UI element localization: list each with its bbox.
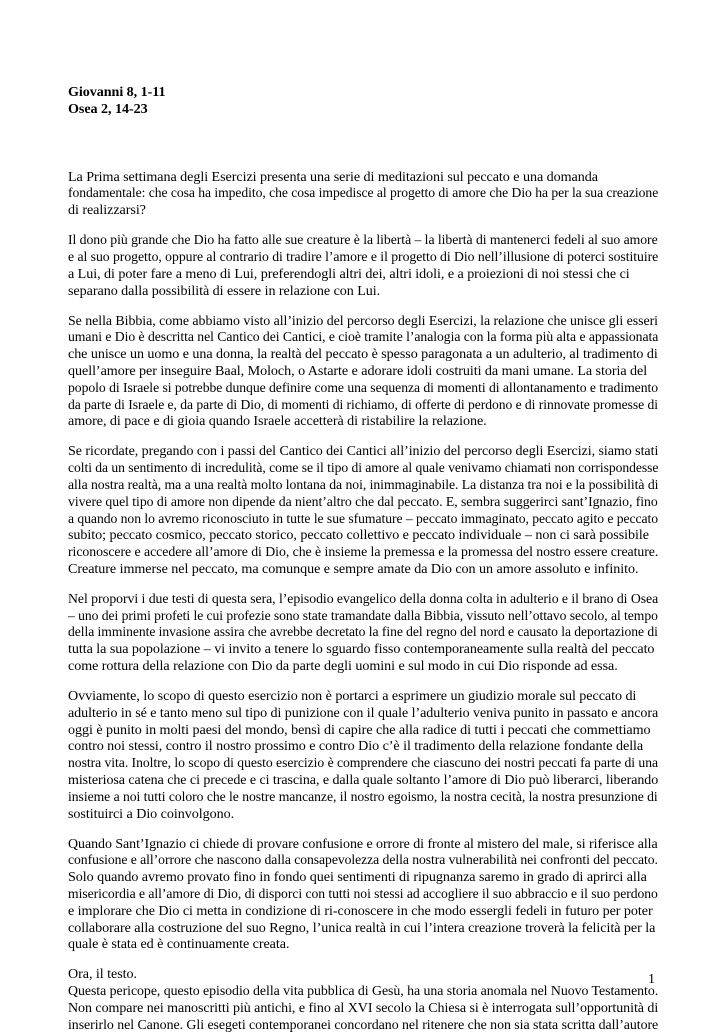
paragraph-line: Non compare nei manoscritti più antichi, e fino al XVI secolo la Chiesa si è interrogata sull’opportunità di [68,999,659,1016]
paragraph-7 [68,836,658,954]
paragraph-line: nostra vita. Inoltre, lo scopo di questo esercizio è comprendere che ciascuno dei nostri peccati fa parte di una [68,755,659,772]
heading-gospel-reference: Giovanni 8, 1-11 [68,84,166,100]
paragraph-line: La Prima settimana degli Esercizi presenta una serie di meditazioni sul peccato e una domanda [68,168,598,185]
paragraph-line: misericordia e all’amore di Dio, di disporci con tutti noi stessi ad accogliere il suo abbraccio e il suo perdono [68,886,658,902]
paragraph-line: vivere quel tipo di amore non dipende da nient’altro che dal peccato. E, sembra suggerirci sant’Ignazio, fino [68,493,658,510]
paragraph-line: misteriosa catena che ci precede e ci trascina, e dalla quale soltanto l’amore di Dio può liberarci, liberando [68,772,659,789]
paragraph-line: della imminente invasione assira che avrebbe decretato la fine del regno del nord e causato la deportazione di [68,624,658,641]
paragraph-line: Se nella Bibbia, come abbiamo visto all’inizio del percorso degli Esercizi, la relazione che unisce gli esseri [68,312,658,329]
heading-block [68,84,658,118]
paragraph-line: a quando non lo avremo riconosciuto in tutte le sue sfumature – peccato immaginato, peccato agito e peccato [68,510,659,527]
paragraph-line: oggi è punito in molti paesi del mondo, bensì di capire che alla radice di tutti i peccati che commettiamo [68,721,651,738]
paragraph-line: popolo di Israele si potrebbe dunque definire come una sequenza di momenti di allontanamento e tradimento [68,379,659,396]
paragraph-line: Questa pericope, questo episodio della vita pubblica di Gesù, ha una storia anomala nel Nuovo Testamento. [68,983,659,1000]
paragraph-line: Creature immerse nel peccato, ma comunque e sempre amate da Dio con un amore assoluto e infinito. [68,560,639,577]
paragraph-line: colti da un sentimento di incredulità, come se il tipo di amore al quale venivamo chiamati non corrispondesse [68,460,659,477]
paragraph-line: separano dalla possibilità di essere in relazione con Lui. [68,282,381,299]
paragraph-6 [68,688,658,822]
paragraph-line: collaborare alla costruzione del suo Regno, l’unica realtà in cui l’intera creazione troverà la felicità per la [68,919,656,936]
paragraph-line: inserirlo nel Canone. Gli esegeti contemporanei concordano nel ritenere che non sia stata scritta dall’autore [68,1016,659,1033]
paragraph-line: sostituirci a Dio coinvolgono. [68,805,235,822]
paragraph-line: insieme a noi tutti coloro che le nostre mancanze, il nostro egoismo, la nostra cecità, la nostra presunzione di [68,788,658,805]
paragraph-line: Se ricordate, pregando con i passi del Cantico dei Cantici all’inizio del percorso degli Esercizi, siamo stati [68,443,659,460]
paragraph-line: e al suo progetto, oppure al contrario di tradire l’amore e il progetto di Dio nell’illusione di poterci sostituire [68,248,659,265]
paragraph-line: Ora, il testo. [68,966,137,983]
paragraph-line: Ovviamente, lo scopo di questo esercizio non è portarci a esprimere un giudizio morale sul peccato di [68,688,637,705]
paragraph-line: quale è stata ed è continuamente creata. [68,936,290,953]
paragraph-line: umani e Dio è descritta nel Cantico dei Cantici, e cioè tramite l’analogia con la forma più alta e appassionata [68,329,659,346]
paragraph-line: – uno dei primi profeti le cui profezie sono state tramandate dalla Bibbia, vissuto nell’ottavo secolo, al tempo [68,607,658,624]
heading-hosea-reference: Osea 2, 14-23 [68,100,148,117]
paragraph-line: e implorare che Dio ci metta in condizione di ri-conoscere in che modo essergli fedeli in futuro per poter [68,902,653,919]
paragraph-5 [68,591,658,675]
paragraph-line: alla nostra realtà, ma a una realtà molto lontana da noi, inimmaginabile. La distanza tra noi e la possibilità di [68,476,659,493]
paragraph-4 [68,443,658,577]
paragraph-line: confusione e all’orrore che nascono dalla consapevolezza della nostra vulnerabilità nei confronti del peccato. [68,852,658,869]
paragraph-line: subito; peccato cosmico, peccato storico, peccato collettivo e peccato individuale – non ci sarà possibile [68,527,649,544]
paragraph-line: contro noi stessi, contro il nostro prossimo e contro Dio c’è il tradimento della relazione fondante della [68,738,644,755]
paragraph-line: come rottura della relazione con Dio da parte degli uomini e sul modo in cui Dio risponde ad essa. [68,658,618,675]
paragraph-line: Nel proporvi i due testi di questa sera, l’episodio evangelico della donna colta in adulterio e il brano di Osea [68,590,659,607]
paragraph-line: quell’amore per inseguire Baal, Moloch, o Astarte e adorare idoli costruiti da mani umane. La storia del [68,362,648,379]
paragraph-line: Quando Sant’Ignazio ci chiede di provare confusione e orrore di fronte al mistero del male, si riferisce alla [68,835,658,852]
paragraph-3 [68,313,658,431]
paragraph-line: riconoscere e accedere all’amore di Dio, che è insieme la premessa e la promessa del nostro essere creature. [68,544,659,561]
document-body [68,84,658,1034]
paragraph-line: che unisce un uomo e una donna, la realtà del peccato è spesso paragonata a un adulterio, al tradimento di [68,346,658,363]
paragraph-line: amore, di pace e di gioia quando Israele accetterà di ristabilire la relazione. [68,413,487,430]
paragraph-2 [68,232,658,299]
paragraph-line: Solo quando avremo provato fino in fondo quei sentimenti di ripugnanza saremo in grado di aprirci alla [68,869,647,886]
paragraph-8 [68,966,658,1033]
paragraph-line: adulterio in sé e tanto meno sul tipo di punizione con il quale l’adulterio veniva punito in passato e ancora [68,704,659,721]
paragraph-line: da parte di Israele e, da parte di Dio, di momenti di richiamo, di offerte di perdono e di rinnovate promesse di [68,396,658,413]
page-number: 1 [648,972,655,987]
paragraph-line: a Lui, di poter fare a meno di Lui, preferendogli altri dei, altri idoli, e a proiezioni di noi stessi che ci [68,265,630,282]
paragraph-1 [68,169,658,219]
paragraph-line: di realizzarsi? [68,202,146,219]
paragraph-line: tutta la sua popolazione – vi invito a tenere lo sguardo fisso contemporaneamente sulla realtà del peccato [68,641,655,658]
paragraph-line: Il dono più grande che Dio ha fatto alle sue creature è la libertà – la libertà di mantenerci fedeli al suo amore [68,232,658,249]
paragraph-line: fondamentale: che cosa ha impedito, che cosa impedisce al progetto di amore che Dio ha per la sua creazione [68,185,659,202]
